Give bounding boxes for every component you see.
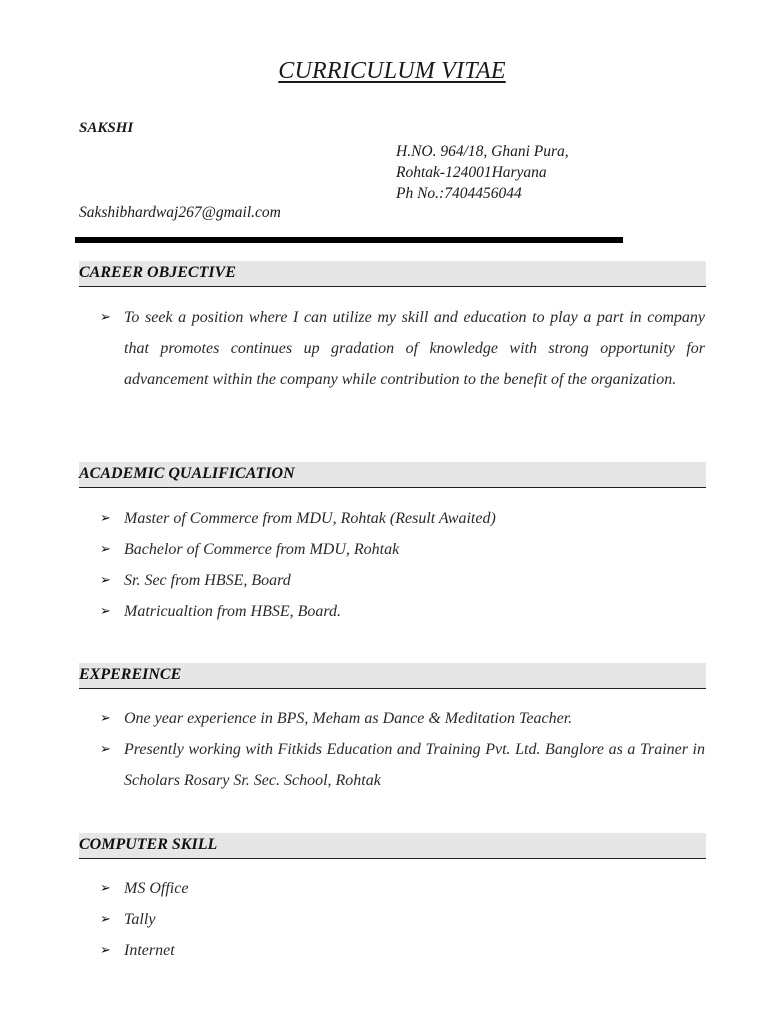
page-title: CURRICULUM VITAE bbox=[278, 58, 506, 84]
list-item-text: To seek a position where I can utilize my skill and education to play a part in company that promotes continues up gradation of knowledge with strong opportunity for advancement within the company while contribution to the benefit of the organization. bbox=[124, 309, 705, 388]
section-header-career-objective bbox=[79, 261, 706, 287]
section-header-academic-qualification bbox=[79, 462, 706, 488]
email-address: Sakshibhardwaj267@gmail.com bbox=[79, 204, 281, 221]
section-header-experience bbox=[79, 663, 706, 689]
arrow-bullet-icon: ➢ bbox=[100, 604, 111, 619]
address-line: H.NO. 964/18, Ghani Pura, bbox=[396, 143, 569, 160]
arrow-bullet-icon: ➢ bbox=[100, 542, 111, 557]
candidate-name: SAKSHI bbox=[79, 120, 134, 136]
list-item bbox=[100, 734, 705, 796]
arrow-bullet-icon: ➢ bbox=[100, 711, 111, 726]
list-item-text: Bachelor of Commerce from MDU, Rohtak bbox=[124, 541, 400, 558]
list-item bbox=[100, 302, 705, 395]
list-item bbox=[100, 873, 705, 904]
arrow-bullet-icon: ➢ bbox=[100, 943, 111, 958]
arrow-bullet-icon: ➢ bbox=[100, 310, 111, 325]
address-line: Rohtak-124001Haryana bbox=[396, 164, 547, 181]
experience-list bbox=[100, 703, 705, 796]
list-item-text: Master of Commerce from MDU, Rohtak (Result Awaited) bbox=[124, 510, 496, 527]
list-item-text: One year experience in BPS, Meham as Dance & Meditation Teacher. bbox=[124, 710, 573, 727]
arrow-bullet-icon: ➢ bbox=[100, 742, 111, 757]
list-item bbox=[100, 904, 705, 935]
arrow-bullet-icon: ➢ bbox=[100, 573, 111, 588]
list-item-text: Presently working with Fitkids Education and Training Pvt. Ltd. Banglore as a Trainer in Scholars Rosary Sr. Sec. School, Rohtak bbox=[124, 741, 705, 789]
list-item bbox=[100, 565, 705, 596]
list-item-text: MS Office bbox=[124, 880, 189, 897]
list-item bbox=[100, 503, 705, 534]
list-item-text: Internet bbox=[124, 942, 175, 959]
arrow-bullet-icon: ➢ bbox=[100, 511, 111, 526]
list-item bbox=[100, 596, 705, 627]
arrow-bullet-icon: ➢ bbox=[100, 912, 111, 927]
section-heading: COMPUTER SKILL bbox=[79, 836, 218, 853]
phone-line: Ph No.:7404456044 bbox=[396, 185, 522, 202]
computer-skill-list bbox=[100, 873, 705, 966]
section-heading: ACADEMIC QUALIFICATION bbox=[79, 465, 295, 482]
academic-qualification-list bbox=[100, 503, 705, 627]
contact-address bbox=[396, 141, 569, 204]
list-item bbox=[100, 534, 705, 565]
list-item-text: Matricualtion from HBSE, Board. bbox=[124, 603, 342, 620]
arrow-bullet-icon: ➢ bbox=[100, 881, 111, 896]
list-item bbox=[100, 703, 705, 734]
header-divider bbox=[75, 237, 623, 243]
section-heading: EXPEREINCE bbox=[79, 666, 182, 683]
list-item-text: Tally bbox=[124, 911, 156, 928]
career-objective-list bbox=[100, 302, 705, 395]
list-item-text: Sr. Sec from HBSE, Board bbox=[124, 572, 291, 589]
list-item bbox=[100, 935, 705, 966]
section-heading: CAREER OBJECTIVE bbox=[79, 264, 236, 281]
section-header-computer-skill bbox=[79, 833, 706, 859]
